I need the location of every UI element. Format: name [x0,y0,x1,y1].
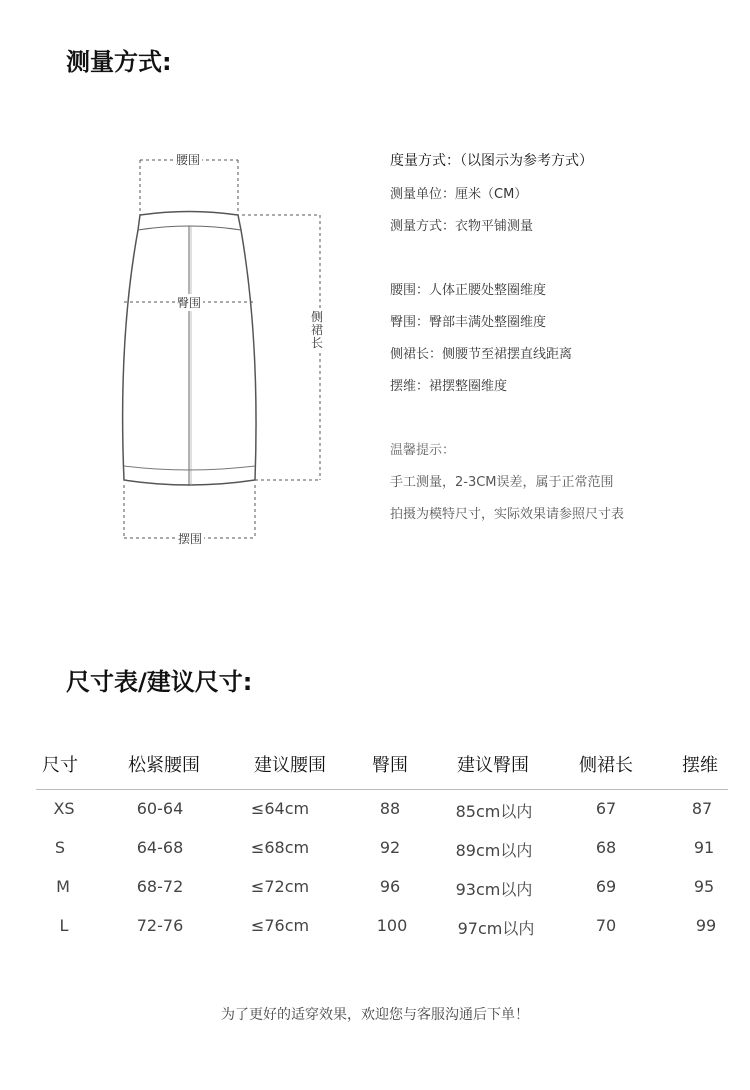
cell-size: S [54,838,66,857]
header-suggested-waist: 建议腰围 [254,755,326,776]
cell-suggested-hip: 97cm以内 [457,919,535,938]
cell-hem: 87 [691,799,713,818]
side-length-label: 侧裙长 [310,310,323,350]
cell-elastic-waist: 68-72 [136,877,184,896]
hem-label: 摆围 [178,532,203,546]
table-row [36,907,728,946]
table-row [36,829,728,868]
hip-definition: 臀围：臀部丰满处整圈维度 [390,315,547,330]
cell-suggested-waist: ≤68cm [250,838,310,857]
cell-elastic-waist: 60-64 [136,799,184,818]
cell-suggested-waist: ≤76cm [250,916,310,935]
table-header [36,745,728,790]
waist-definition: 腰围：人体正腰处整圈维度 [390,283,547,298]
tip-heading: 温馨提示： [390,443,456,458]
cell-hem: 91 [693,838,715,857]
hem-definition: 摆维：裙摆整圈维度 [390,379,508,394]
cell-hip: 88 [379,799,401,818]
hip-label: 臀围 [177,296,202,310]
footer-note: 为了更好的适穿效果，欢迎您与客服沟通后下单！ [221,1007,529,1023]
header-hip: 臀围 [372,755,408,776]
header-elastic-waist: 松紧腰围 [128,755,200,776]
header-suggested-hip: 建议臀围 [457,755,529,776]
cell-suggested-waist: ≤72cm [250,877,310,896]
table-row [36,868,728,907]
size-table-title: 尺寸表/建议尺寸: [66,668,253,696]
table-row [36,790,728,829]
measure-unit: 测量单位：厘米（CM） [390,187,528,202]
size-table [36,745,728,946]
cell-size: M [56,877,70,896]
measure-heading: 度量方式：（以图示为参考方式） [390,153,593,169]
header-side-length: 侧裙长 [579,755,633,776]
cell-size: XS [53,799,75,818]
cell-side-length: 70 [595,916,617,935]
tip-error: 手工测量，2-3CM误差，属于正常范围 [390,475,614,490]
header-hem: 摆维 [682,755,718,776]
waist-label: 腰围 [176,153,201,167]
cell-hem: 95 [693,877,715,896]
cell-side-length: 67 [595,799,617,818]
cell-elastic-waist: 64-68 [136,838,184,857]
cell-suggested-hip: 89cm以内 [455,841,533,860]
measure-method: 测量方式：衣物平铺测量 [390,219,534,234]
cell-hip: 96 [379,877,401,896]
cell-size: L [59,916,69,935]
cell-hem: 99 [695,916,717,935]
tip-model: 拍摄为模特尺寸，实际效果请参照尺寸表 [390,507,625,522]
cell-suggested-hip: 93cm以内 [455,880,533,899]
cell-elastic-waist: 72-76 [136,916,184,935]
cell-suggested-hip: 85cm以内 [455,802,533,821]
measure-title: 测量方式: [66,48,172,76]
side-length-definition: 侧裙长：侧腰节至裙摆直线距离 [390,347,573,362]
header-size: 尺寸 [42,755,78,776]
cell-hip: 92 [379,838,401,857]
cell-hip: 100 [376,916,408,935]
cell-suggested-waist: ≤64cm [250,799,310,818]
skirt-illustration [110,140,340,560]
cell-side-length: 68 [595,838,617,857]
cell-side-length: 69 [595,877,617,896]
skirt-diagram [110,140,340,560]
